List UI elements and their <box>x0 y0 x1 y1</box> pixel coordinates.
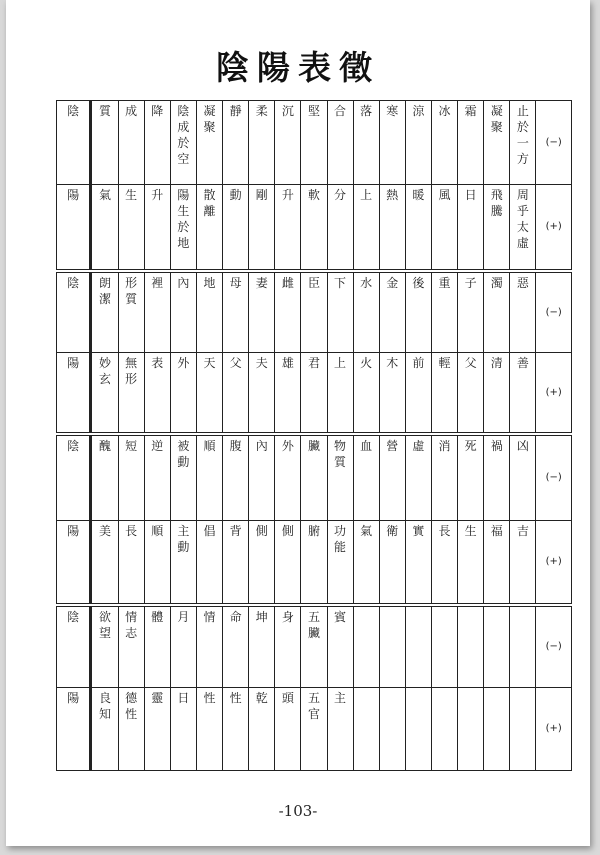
table-cell <box>275 434 301 521</box>
row-label-text: 陰 <box>67 439 80 453</box>
cell-text: 成 <box>125 104 138 118</box>
cell-text: 性 <box>203 691 216 705</box>
cell-text: 水 <box>360 276 373 290</box>
table-cell <box>301 101 327 185</box>
table-cell <box>484 434 510 521</box>
cell-text: 內 <box>177 276 190 290</box>
cell-text: 上 <box>334 356 347 370</box>
table-cell <box>327 185 353 272</box>
table-cell <box>327 271 353 353</box>
table-cell <box>484 605 510 688</box>
table-cell <box>118 521 144 606</box>
cell-text: 長 <box>438 524 451 538</box>
cell-text: 降 <box>151 104 164 118</box>
cell-text: 背 <box>229 524 242 538</box>
row-label-text: 陽 <box>67 524 80 538</box>
table-cell <box>458 353 484 435</box>
table-cell <box>405 101 431 185</box>
cell-text: 欲望 <box>99 610 112 640</box>
cell-text: 止於一方 <box>516 104 529 166</box>
table-cell <box>118 688 144 771</box>
cell-text: 裡 <box>151 276 164 290</box>
table-cell <box>170 434 196 521</box>
cell-text: 霜 <box>464 104 477 118</box>
table-cell <box>118 101 144 185</box>
table-cell <box>91 185 118 272</box>
cell-text: 雄 <box>281 356 294 370</box>
table-cell <box>223 521 249 606</box>
cell-text: 順 <box>203 439 216 453</box>
table-cell <box>431 353 457 435</box>
table-cell <box>144 521 170 606</box>
cell-text: 升 <box>151 188 164 202</box>
cell-text: 營 <box>386 439 399 453</box>
table-cell <box>223 271 249 353</box>
table-cell <box>118 353 144 435</box>
table-cell <box>301 434 327 521</box>
cell-text: 夫 <box>255 356 268 370</box>
table-cell <box>144 101 170 185</box>
table-cell <box>353 434 379 521</box>
cell-text: 凝聚 <box>490 104 503 134</box>
cell-text: 物質 <box>334 439 347 469</box>
yin-yang-table <box>56 100 572 771</box>
cell-text: 乾 <box>255 691 268 705</box>
cell-text: 氣 <box>99 188 112 202</box>
table-cell <box>353 185 379 272</box>
cell-text: 逆 <box>151 439 164 453</box>
cell-text: 上 <box>360 188 373 202</box>
table-cell <box>196 688 222 771</box>
table-cell <box>196 521 222 606</box>
table-cell <box>196 434 222 521</box>
table-cell <box>431 605 457 688</box>
table-cell <box>379 521 405 606</box>
row-label-text: 陽 <box>67 188 80 202</box>
row-label <box>57 605 91 688</box>
cell-text: 被動 <box>177 439 190 469</box>
table-cell <box>379 605 405 688</box>
table-cell <box>170 101 196 185</box>
table-cell <box>249 605 275 688</box>
row-label-text: 陰 <box>67 610 80 624</box>
table-cell <box>91 434 118 521</box>
polarity-mark: (+) <box>536 185 572 272</box>
cell-text: 天 <box>203 356 216 370</box>
cell-text: 氣 <box>360 524 373 538</box>
table <box>56 100 572 771</box>
cell-text: 寒 <box>386 104 399 118</box>
cell-text: 側 <box>281 524 294 538</box>
polarity-mark: (−) <box>536 605 572 688</box>
cell-text: 君 <box>307 356 320 370</box>
table-cell <box>275 521 301 606</box>
table-cell <box>327 521 353 606</box>
cell-text: 妻 <box>255 276 268 290</box>
table-cell <box>484 271 510 353</box>
table-cell <box>275 271 301 353</box>
table-cell <box>118 434 144 521</box>
cell-text: 頭 <box>281 691 294 705</box>
cell-text: 父 <box>229 356 242 370</box>
table-row <box>57 605 572 688</box>
table-cell <box>458 271 484 353</box>
row-label <box>57 434 91 521</box>
cell-text: 地 <box>203 276 216 290</box>
table-cell <box>249 271 275 353</box>
cell-text: 散離 <box>203 188 216 218</box>
cell-text: 靜 <box>229 104 242 118</box>
table-cell <box>196 271 222 353</box>
cell-text: 虛 <box>412 439 425 453</box>
cell-text: 柔 <box>255 104 268 118</box>
cell-text: 前 <box>412 356 425 370</box>
cell-text: 善 <box>516 356 529 370</box>
table-cell <box>353 605 379 688</box>
document-page <box>6 0 590 846</box>
row-label-text: 陽 <box>67 691 80 705</box>
table-cell <box>170 688 196 771</box>
table-cell <box>484 185 510 272</box>
cell-text: 性 <box>229 691 242 705</box>
cell-text: 醜 <box>99 439 112 453</box>
table-cell <box>510 605 536 688</box>
table-cell <box>196 353 222 435</box>
cell-text: 倡 <box>203 524 216 538</box>
table-cell <box>170 185 196 272</box>
cell-text: 臟 <box>307 439 320 453</box>
cell-text: 外 <box>177 356 190 370</box>
table-cell <box>301 353 327 435</box>
table-cell <box>275 605 301 688</box>
table-cell <box>118 185 144 272</box>
table-cell <box>353 353 379 435</box>
table-cell <box>510 101 536 185</box>
table-cell <box>91 353 118 435</box>
table-cell <box>431 185 457 272</box>
table-cell <box>223 688 249 771</box>
table-cell <box>144 353 170 435</box>
cell-text: 父 <box>464 356 477 370</box>
table-cell <box>170 605 196 688</box>
cell-text: 賓 <box>334 610 347 624</box>
table-cell <box>144 688 170 771</box>
cell-text: 質 <box>99 104 112 118</box>
table-cell <box>353 521 379 606</box>
table-cell <box>327 434 353 521</box>
cell-text: 月 <box>177 610 190 624</box>
cell-text: 動 <box>229 188 242 202</box>
table-cell <box>327 605 353 688</box>
cell-text: 輕 <box>438 356 451 370</box>
table-cell <box>249 353 275 435</box>
table-cell <box>405 434 431 521</box>
cell-text: 剛 <box>255 188 268 202</box>
cell-text: 濁 <box>490 276 503 290</box>
table-cell <box>405 521 431 606</box>
cell-text: 表 <box>151 356 164 370</box>
table-cell <box>144 605 170 688</box>
table-cell <box>249 434 275 521</box>
polarity-mark: (+) <box>536 521 572 606</box>
table-cell <box>458 605 484 688</box>
table-cell <box>379 101 405 185</box>
cell-text: 日 <box>464 188 477 202</box>
polarity-mark: (+) <box>536 688 572 771</box>
cell-text: 風 <box>438 188 451 202</box>
cell-text: 清 <box>490 356 503 370</box>
row-label <box>57 521 91 606</box>
cell-text: 腑 <box>307 524 320 538</box>
cell-text: 形質 <box>125 276 138 306</box>
table-cell <box>196 185 222 272</box>
cell-text: 短 <box>125 439 138 453</box>
table-cell <box>353 271 379 353</box>
cell-text: 合 <box>334 104 347 118</box>
table-cell <box>431 521 457 606</box>
table-cell <box>91 521 118 606</box>
cell-text: 惡 <box>516 276 529 290</box>
table-row <box>57 521 572 606</box>
table-cell <box>144 185 170 272</box>
table-cell <box>91 605 118 688</box>
cell-text: 靈 <box>151 691 164 705</box>
cell-text: 坤 <box>255 610 268 624</box>
cell-text: 五官 <box>307 691 320 721</box>
table-cell <box>91 688 118 771</box>
table-cell <box>301 521 327 606</box>
table-cell <box>249 185 275 272</box>
cell-text: 金 <box>386 276 399 290</box>
cell-text: 臣 <box>307 276 320 290</box>
cell-text: 良知 <box>99 691 112 721</box>
cell-text: 外 <box>281 439 294 453</box>
table-cell <box>301 605 327 688</box>
table-cell <box>223 101 249 185</box>
cell-text: 長 <box>125 524 138 538</box>
cell-text: 陽生於地 <box>177 188 190 250</box>
polarity-mark: (−) <box>536 271 572 353</box>
table-cell <box>484 521 510 606</box>
table-cell <box>510 521 536 606</box>
table-cell <box>458 185 484 272</box>
table-cell <box>484 688 510 771</box>
cell-text: 分 <box>334 188 347 202</box>
row-label <box>57 688 91 771</box>
row-label <box>57 353 91 435</box>
cell-text: 朗潔 <box>99 276 112 306</box>
cell-text: 衛 <box>386 524 399 538</box>
cell-text: 順 <box>151 524 164 538</box>
page-title: 陰陽表徵 <box>216 48 380 87</box>
table-cell <box>275 688 301 771</box>
cell-text: 火 <box>360 356 373 370</box>
table-cell <box>510 688 536 771</box>
cell-text: 木 <box>386 356 399 370</box>
table-cell <box>170 271 196 353</box>
table-cell <box>91 101 118 185</box>
table-cell <box>510 271 536 353</box>
cell-text: 凝聚 <box>203 104 216 134</box>
row-label <box>57 101 91 185</box>
cell-text: 飛騰 <box>490 188 503 218</box>
cell-text: 日 <box>177 691 190 705</box>
table-cell <box>405 688 431 771</box>
cell-text: 落 <box>360 104 373 118</box>
table-cell <box>327 688 353 771</box>
cell-text: 冰 <box>438 104 451 118</box>
table-cell <box>458 434 484 521</box>
table-cell <box>327 353 353 435</box>
cell-text: 雌 <box>281 276 294 290</box>
table-cell <box>431 101 457 185</box>
table-row <box>57 688 572 771</box>
table-cell <box>379 434 405 521</box>
cell-text: 軟 <box>307 188 320 202</box>
table-cell <box>510 434 536 521</box>
cell-text: 美 <box>99 524 112 538</box>
table-cell <box>196 101 222 185</box>
cell-text: 沉 <box>281 104 294 118</box>
page-number: -103- <box>278 802 318 820</box>
cell-text: 功能 <box>334 524 347 554</box>
table-cell <box>170 521 196 606</box>
table-cell <box>458 521 484 606</box>
table-cell <box>379 271 405 353</box>
cell-text: 血 <box>360 439 373 453</box>
table-cell <box>353 101 379 185</box>
table-row <box>57 434 572 521</box>
cell-text: 腹 <box>229 439 242 453</box>
cell-text: 內 <box>255 439 268 453</box>
cell-text: 命 <box>229 610 242 624</box>
table-cell <box>223 185 249 272</box>
cell-text: 母 <box>229 276 242 290</box>
table-cell <box>379 353 405 435</box>
table-cell <box>431 271 457 353</box>
table-cell <box>458 688 484 771</box>
cell-text: 實 <box>412 524 425 538</box>
table-cell <box>301 185 327 272</box>
table-cell <box>353 688 379 771</box>
cell-text: 暖 <box>412 188 425 202</box>
row-label-text: 陰 <box>67 104 80 118</box>
cell-text: 死 <box>464 439 477 453</box>
cell-text: 主動 <box>177 524 190 554</box>
cell-text: 身 <box>281 610 294 624</box>
cell-text: 禍 <box>490 439 503 453</box>
table-cell <box>249 688 275 771</box>
table-cell <box>144 271 170 353</box>
cell-text: 重 <box>438 276 451 290</box>
table-cell <box>275 101 301 185</box>
table-cell <box>249 101 275 185</box>
table-cell <box>431 434 457 521</box>
table-cell <box>405 271 431 353</box>
cell-text: 消 <box>438 439 451 453</box>
table-cell <box>223 353 249 435</box>
polarity-mark: (−) <box>536 101 572 185</box>
table-cell <box>405 605 431 688</box>
polarity-mark: (−) <box>536 434 572 521</box>
cell-text: 五臟 <box>307 610 320 640</box>
cell-text: 情 <box>203 610 216 624</box>
table-cell <box>196 605 222 688</box>
table-cell <box>249 521 275 606</box>
cell-text: 生 <box>125 188 138 202</box>
cell-text: 後 <box>412 276 425 290</box>
row-label-text: 陰 <box>67 276 80 290</box>
table-cell <box>405 353 431 435</box>
polarity-mark: (+) <box>536 353 572 435</box>
table-cell <box>301 271 327 353</box>
table-cell <box>327 101 353 185</box>
table-cell <box>223 434 249 521</box>
table-cell <box>301 688 327 771</box>
table-cell <box>431 688 457 771</box>
table-cell <box>458 101 484 185</box>
table-cell <box>91 271 118 353</box>
cell-text: 無形 <box>125 356 138 386</box>
table-cell <box>484 101 510 185</box>
row-label <box>57 185 91 272</box>
table-row <box>57 101 572 185</box>
table-cell <box>118 271 144 353</box>
cell-text: 側 <box>255 524 268 538</box>
table-cell <box>170 353 196 435</box>
cell-text: 子 <box>464 276 477 290</box>
cell-text: 熱 <box>386 188 399 202</box>
cell-text: 升 <box>281 188 294 202</box>
table-cell <box>118 605 144 688</box>
table-cell <box>405 185 431 272</box>
cell-text: 涼 <box>412 104 425 118</box>
cell-text: 堅 <box>307 104 320 118</box>
table-cell <box>144 434 170 521</box>
table-cell <box>275 353 301 435</box>
table-cell <box>510 353 536 435</box>
row-label-text: 陽 <box>67 356 80 370</box>
cell-text: 凶 <box>516 439 529 453</box>
table-cell <box>510 185 536 272</box>
cell-text: 情志 <box>125 610 138 640</box>
cell-text: 體 <box>151 610 164 624</box>
cell-text: 周乎太虛 <box>516 188 529 250</box>
cell-text: 福 <box>490 524 503 538</box>
table-row <box>57 271 572 353</box>
cell-text: 主 <box>334 691 347 705</box>
table-row <box>57 353 572 435</box>
table-cell <box>379 688 405 771</box>
table-cell <box>379 185 405 272</box>
cell-text: 妙玄 <box>99 356 112 386</box>
cell-text: 陰成於空 <box>177 104 190 166</box>
table-cell <box>275 185 301 272</box>
row-label <box>57 271 91 353</box>
table-row <box>57 185 572 272</box>
cell-text: 德性 <box>125 691 138 721</box>
cell-text: 吉 <box>516 524 529 538</box>
cell-text: 生 <box>464 524 477 538</box>
table-cell <box>223 605 249 688</box>
table-cell <box>484 353 510 435</box>
cell-text: 下 <box>334 276 347 290</box>
